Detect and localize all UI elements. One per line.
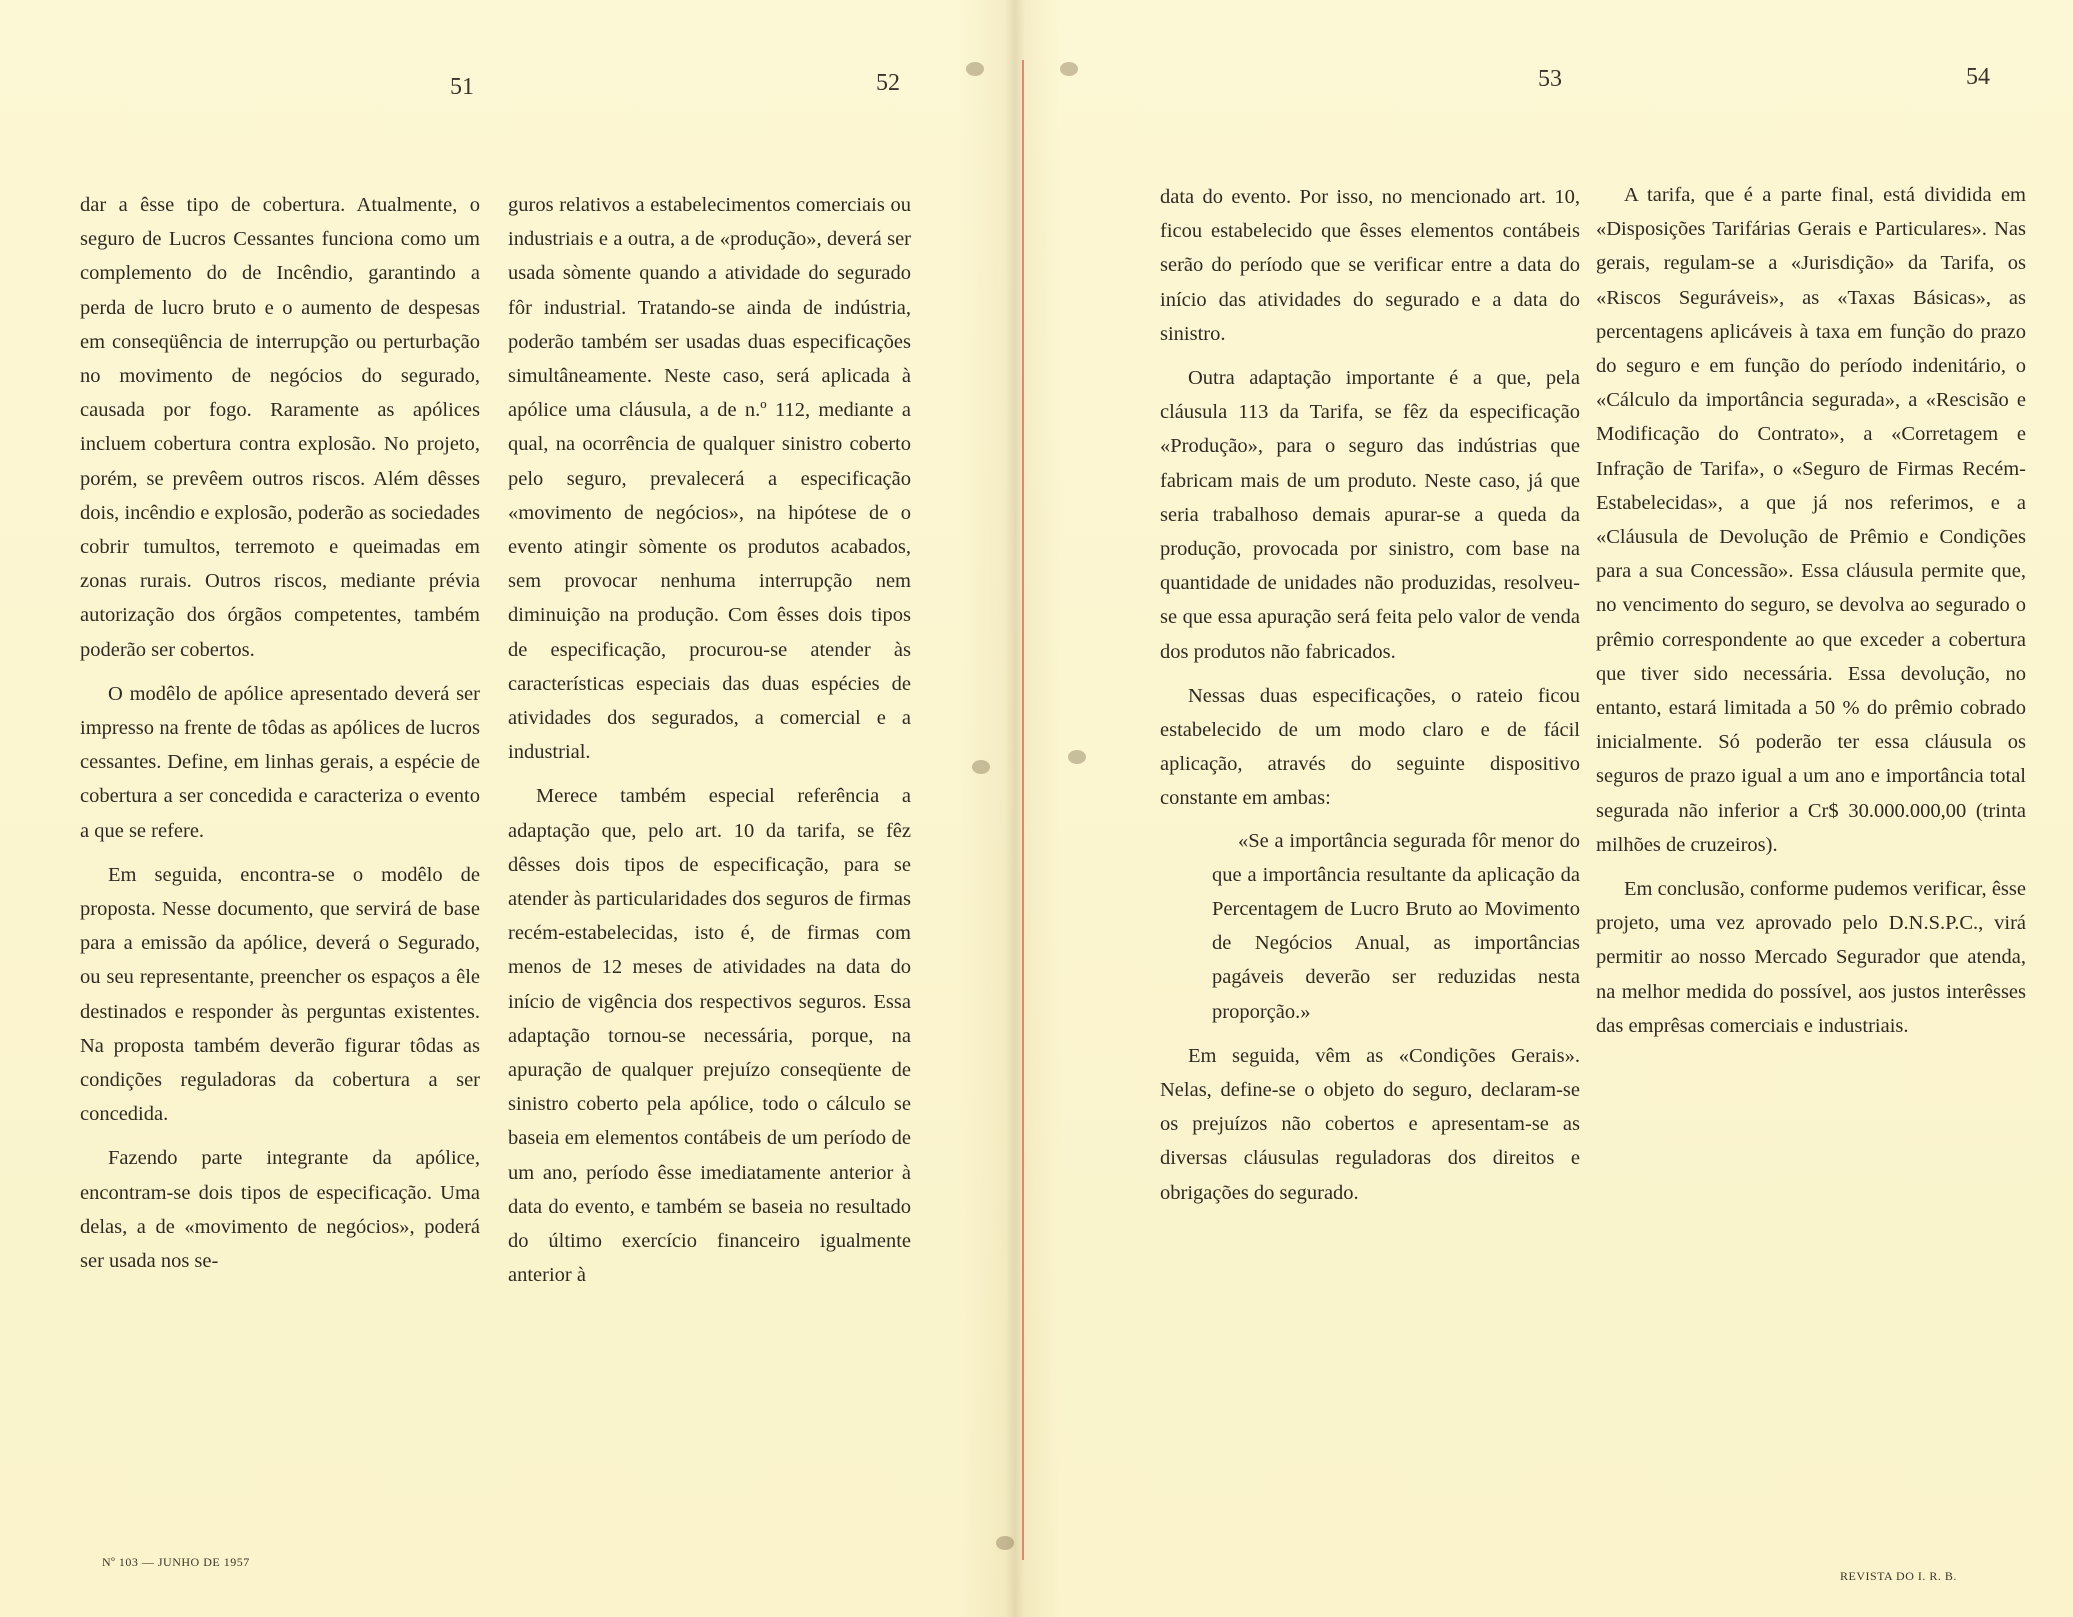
paragraph: Merece também especial referência a adaptação que, pelo art. 10 da tarifa, se fêz dêsses dois tipos de especificação, para se atender às particularidades dos seguros de firmas recém-estabelecidas, isto é, de firmas com menos de 12 meses de atividades na data do início de vigência dos respectivos seguros. Essa adaptação tornou-se necessária, porque, na apuração de qualquer prejuízo conseqüente de sinistro coberto pela apólice, todo o cálculo se baseia em elementos contábeis de um período de um ano, período êsse imediatamente anterior à data do evento, e também se baseia no resultado do último exercício financeiro igualmente anterior à: [508, 785, 911, 1287]
page-number-53: 53: [1538, 66, 1562, 92]
binding-stitch: [1068, 750, 1086, 764]
page-number-52: 52: [876, 70, 900, 96]
book-gutter: [960, 0, 1060, 1617]
paragraph: guros relativos a estabelecimentos comerciais ou industriais e a outra, a de «produção», deverá ser usada sòmente quando a atividade do segurado fôr industrial. Tratando-se ainda de indústria, poderão também ser usadas duas especificações simultâneamente. Neste caso, será aplicada à apólice uma cláusula, a de n.º 112, mediante a qual, na ocorrência de qualquer sinistro coberto pelo seguro, prevalecerá a especificação «movimento de negócios», na hipótese de o evento atingir sòmente os produtos acabados, sem provocar nenhuma interrupção nem diminuição na produção. Com êsses dois tipos de especificação, procurou-se atender às características especiais das duas espécies de atividades dos segurados, a comercial e a industrial.: [508, 194, 911, 764]
page-number-51: 51: [450, 74, 474, 100]
binding-stitch: [972, 760, 990, 774]
quote-text: «Se a importância segurada fôr menor do que a importância resultante da aplicação da Percentagem de Lucro Bruto ao Movimento de Negócios Anual, as importâncias pagáveis deverão ser reduzidas nesta proporção.»: [1212, 829, 1580, 1023]
paragraph: Outra adaptação importante é a que, pela cláusula 113 da Tarifa, se fêz da especificação «Produção», para o seguro das indústrias que fabricam mais de um produto. Neste caso, já que seria trabalhoso demais apurar-se a queda da produção, provocada por sinistro, com base na quantidade de unidades não produzidas, resolveu-se que essa apuração será feita pelo valor de venda dos produtos não fabricados.: [1160, 367, 1580, 663]
quoted-clause: [1212, 824, 1580, 1029]
paragraph: Nessas duas especificações, o rateio ficou estabelecido de um modo claro e de fácil aplicação, através do seguinte dispositivo constante em ambas:: [1160, 684, 1580, 810]
binding-stitch: [996, 1536, 1014, 1550]
text-column-3: [1160, 180, 1580, 1210]
paragraph: Em seguida, vêm as «Condições Gerais». Nelas, define-se o objeto do seguro, declaram-se os prejuízos não cobertos e apresentam-se as diversas cláusulas reguladoras dos direitos e obrigações do segurado.: [1160, 1044, 1580, 1204]
paragraph: Em seguida, encontra-se o modêlo de proposta. Nesse documento, que servirá de base para a emissão da apólice, deverá o Segurado, ou seu representante, preencher os espaços a êle destinados e responder às perguntas existentes. Na proposta também deverão figurar tôdas as condições reguladoras da cobertura a ser concedida.: [80, 863, 480, 1126]
paragraph: Fazendo parte integrante da apólice, encontram-se dois tipos de especificação. Uma delas, a de «movimento de negócios», poderá ser usada nos se-: [80, 1147, 480, 1273]
binding-stitch: [1060, 62, 1078, 76]
paragraph: O modêlo de apólice apresentado deverá ser impresso na frente de tôdas as apólices de lucros cessantes. Define, em linhas gerais, a espécie de cobertura a ser concedida e caracteriza o evento a que se refere.: [80, 682, 480, 842]
binding-stitch: [966, 62, 984, 76]
text-column-1: [80, 188, 480, 1278]
paragraph: data do evento. Por isso, no mencionado art. 10, ficou estabelecido que êsses elementos contábeis serão do período que se verificar entre a data do início das atividades do segurado e a data do sinistro.: [1160, 186, 1580, 345]
paragraph: dar a êsse tipo de cobertura. Atualmente, o seguro de Lucros Cessantes funciona como um complemento do de Incêndio, garantindo a perda de lucro bruto e o aumento de despesas em conseqüência de interrupção ou perturbação no movimento de negócios do segurado, causada por fogo. Raramente as apólices incluem cobertura contra explosão. No projeto, porém, se prevêem outros riscos. Além dêsses dois, incêndio e explosão, poderão as sociedades cobrir tumultos, terremoto e queimadas em zonas rurais. Outros riscos, mediante prévia autorização dos órgãos competentes, também poderão ser cobertos.: [80, 194, 480, 661]
page-number-54: 54: [1966, 64, 1990, 90]
paragraph: Em conclusão, conforme pudemos verificar, êsse projeto, uma vez aprovado pelo D.N.S.P.C., virá permitir ao nosso Mercado Segurador que atenda, na melhor medida do possível, aos justos interêsses das emprêsas comerciais e industriais.: [1596, 878, 2026, 1037]
text-column-4: [1596, 178, 2026, 1043]
paragraph: A tarifa, que é a parte final, está dividida em «Disposições Tarifárias Gerais e Particulares». Nas gerais, regulam-se a «Jurisdição» da Tarifa, os «Riscos Seguráveis», as «Taxas Básicas», as percentagens aplicáveis à taxa em função do prazo do seguro e em função do período indenitário, o «Cálculo da importância segurada», a «Rescisão e Modificação do Contrato», a «Corretagem e Infração de Tarifa», o «Seguro de Firmas Recém-Estabelecidas», a que já nos referimos, e a «Cláusula de Devolução de Prêmio e Condições para a sua Concessão». Essa cláusula permite que, no vencimento do seguro, se devolva ao segurado o prêmio correspondente ao que exceder a cobertura que tiver sido necessária. Essa devolução, no entanto, estará limitada a 50 % do prêmio cobrado inicialmente. Só poderão ter essa cláusula os seguros de prazo igual a um ano e importância total segurada não inferior a Cr$ 30.000.000,00 (trinta milhões de cruzeiros).: [1596, 184, 2026, 856]
text-column-2: [508, 188, 911, 1293]
issue-footer: Nº 103 — JUNHO DE 1957: [102, 1555, 250, 1569]
fold-line: [1022, 60, 1024, 1560]
journal-footer: REVISTA DO I. R. B.: [1840, 1569, 1957, 1583]
